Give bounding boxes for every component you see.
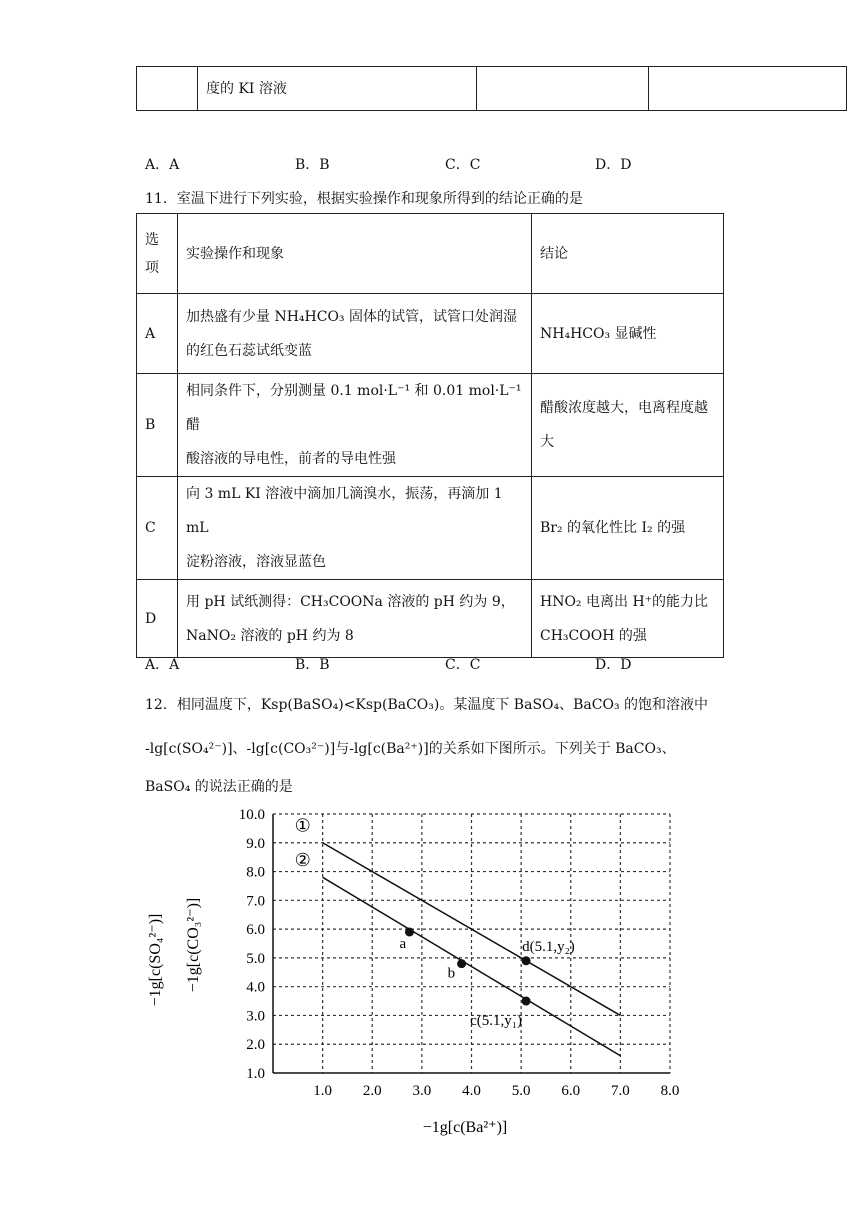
- option-a: A．A: [145, 157, 180, 173]
- y-tick-label: 2.0: [246, 1037, 265, 1054]
- row-option: B: [137, 374, 178, 477]
- series-label-1: ①: [294, 815, 311, 836]
- row-option: C: [137, 477, 178, 580]
- y-axis-label-2: −1g[c(CO₃²⁻)]: [185, 897, 202, 993]
- y-tick-label: 8.0: [246, 864, 265, 881]
- data-point: [405, 927, 414, 936]
- row-operation: 向 3 mL KI 溶液中滴加几滴溴水，振荡，再滴加 1 mL 淀粉溶液，溶液显蓝色: [178, 477, 532, 580]
- option-a: A．A: [145, 657, 180, 673]
- option-c: C．C: [445, 657, 481, 673]
- ksp-chart: [140, 800, 700, 1145]
- row-option: A: [137, 294, 178, 374]
- x-tick-label: 2.0: [362, 1083, 382, 1099]
- question-11-stem: 11．室温下进行下列实验，根据实验操作和现象所得到的结论正确的是: [145, 191, 583, 207]
- table-row: [137, 374, 724, 477]
- point-label: d(5.1,y₂): [522, 938, 575, 955]
- y-tick-label: 4.0: [246, 979, 265, 996]
- option-d: D．D: [595, 657, 632, 673]
- top-table-fragment: [136, 66, 847, 111]
- data-point: [522, 956, 531, 965]
- table-cell: [477, 67, 649, 111]
- row-operation: 加热盛有少量 NH₄HCO₃ 固体的试管，试管口处润湿 的红色石蕊试纸变蓝: [178, 294, 532, 374]
- table-row: [137, 477, 724, 580]
- answer-options-q11: [145, 654, 845, 674]
- x-axis-label: −1g[c(Ba²⁺)]: [422, 1119, 508, 1136]
- table-row: [137, 294, 724, 374]
- table-cell: [137, 67, 198, 111]
- row-conclusion: Br₂ 的氧化性比 I₂ 的强: [532, 477, 724, 580]
- row-conclusion: 醋酸浓度越大，电离程度越 大: [532, 374, 724, 477]
- y-axis-label-1: −1g[c(SO₄²⁻)]: [147, 913, 164, 1007]
- point-label: a: [399, 935, 407, 952]
- option-d: D．D: [595, 157, 632, 173]
- row-conclusion: NH₄HCO₃ 显碱性: [532, 294, 724, 374]
- question-11-table: [136, 213, 724, 658]
- series-label-2: ②: [294, 850, 311, 871]
- y-tick-label: 1.0: [246, 1066, 265, 1082]
- row-option: D: [137, 580, 178, 658]
- x-tick-label: 1.0: [313, 1083, 332, 1099]
- x-tick-label: 5.0: [511, 1083, 531, 1099]
- data-point: [457, 959, 466, 968]
- point-label: b: [447, 965, 456, 982]
- table-cell: [649, 67, 847, 111]
- data-point: [522, 997, 531, 1006]
- header-option: 选 项: [137, 214, 178, 294]
- y-tick-label: 9.0: [246, 835, 265, 852]
- y-tick-label: 5.0: [246, 950, 265, 967]
- y-tick-label: 3.0: [246, 1008, 265, 1025]
- point-label: c(5.1,y₁): [470, 1013, 522, 1030]
- option-b: B．B: [295, 157, 330, 173]
- header-operation: 实验操作和现象: [178, 214, 532, 294]
- y-tick-label: 7.0: [246, 893, 265, 910]
- x-tick-label: 7.0: [611, 1083, 630, 1099]
- question-12-line1: 12．相同温度下，Ksp(BaSO₄)<Ksp(BaCO₃)。某温度下 BaSO₄、BaCO₃ 的饱和溶液中: [145, 697, 709, 713]
- x-tick-label: 6.0: [561, 1083, 581, 1099]
- row-operation: 相同条件下，分别测量 0.1 mol·L⁻¹ 和 0.01 mol·L⁻¹ 醋 酸溶液的导电性，前者的导电性强: [178, 374, 532, 477]
- option-b: B．B: [295, 657, 330, 673]
- y-tick-label: 10.0: [238, 807, 265, 823]
- answer-options-q10: [145, 154, 845, 174]
- x-tick-label: 3.0: [412, 1083, 432, 1099]
- question-12-line3: BaSO₄ 的说法正确的是: [145, 779, 293, 795]
- x-tick-label: 4.0: [462, 1083, 481, 1099]
- row-conclusion: HNO₂ 电离出 H⁺的能力比 CH₃COOH 的强: [532, 580, 724, 658]
- x-tick-label: 8.0: [660, 1083, 680, 1099]
- y-tick-label: 6.0: [246, 922, 265, 939]
- table-cell: 度的 KI 溶液: [198, 67, 477, 111]
- row-operation: 用 pH 试纸测得：CH₃COONa 溶液的 pH 约为 9， NaNO₂ 溶液的 pH 约为 8: [178, 580, 532, 658]
- header-conclusion: 结论: [532, 214, 724, 294]
- question-12-line2: -lg[c(SO₄²⁻)]、-lg[c(CO₃²⁻)]与-lg[c(Ba²⁺)]的关系如下图所示。下列关于 BaCO₃、: [145, 741, 676, 757]
- table-row: [137, 580, 724, 658]
- option-c: C．C: [445, 157, 481, 173]
